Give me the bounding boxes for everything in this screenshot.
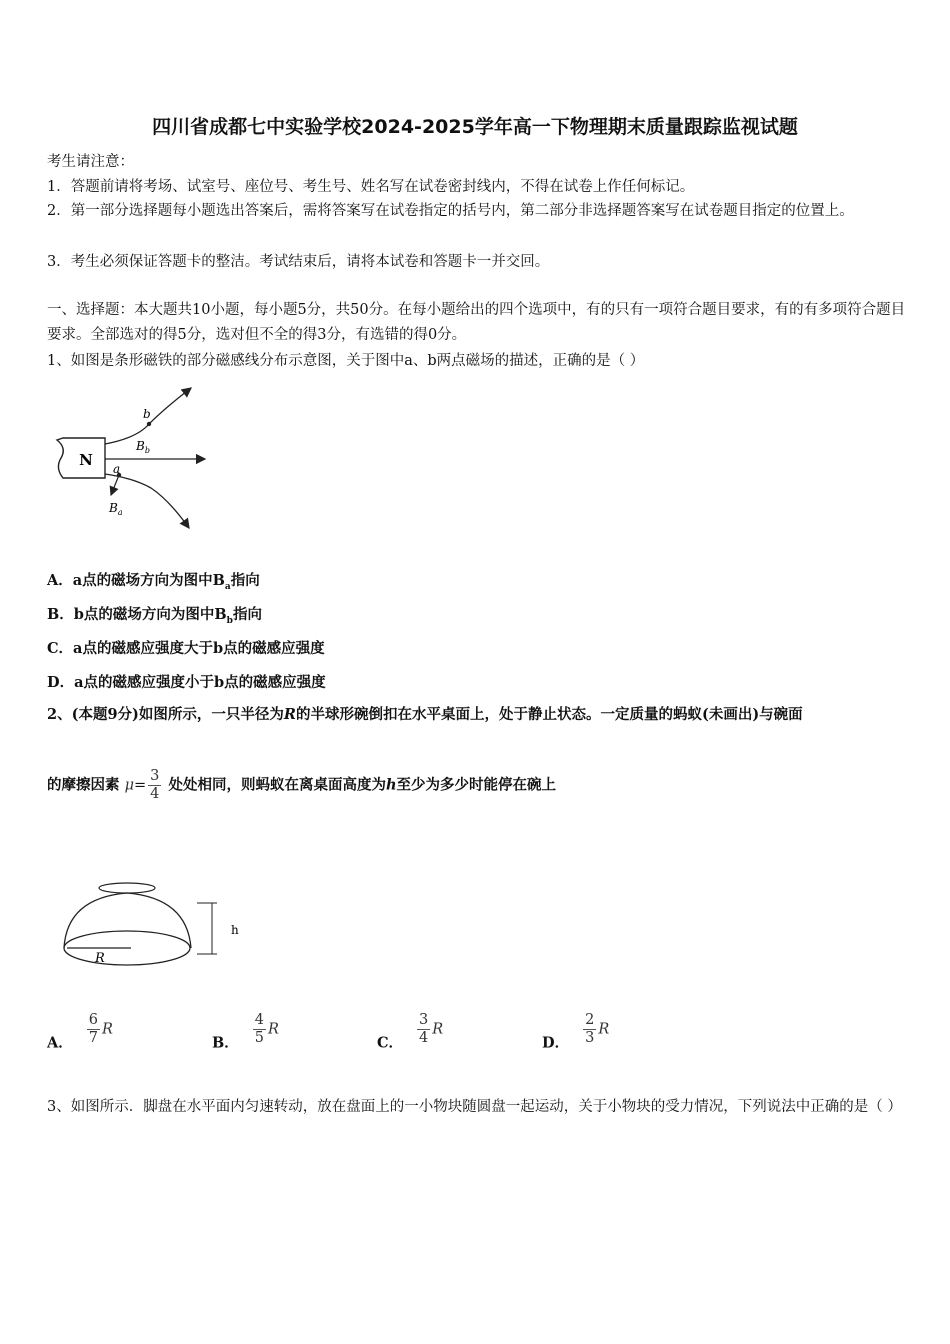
q2-stem-line2: 的摩擦因素 μ= $\frac{3}{4}$ 处处相同，则蚂蚁在离桌面高度为h至少为多少时能停在碗上 xyxy=(47,768,556,802)
q2-bowl-figure xyxy=(55,878,255,978)
q1-magnet-figure xyxy=(45,378,225,538)
vector-a-arrow xyxy=(111,475,119,495)
magnet-label: N xyxy=(79,451,93,469)
section-intro: 一、选择题：本大题共10小题，每小题5分，共50分。在每小题给出的四个选项中，有的只有一项符合题目要求，有的有多项符合题目要求。全部选对的得5分，选对但不全的得3分，有选错的得0分。 xyxy=(47,302,906,343)
height-label: h xyxy=(231,923,239,937)
q1-stem: 1、如图是条形磁铁的部分磁感线分布示意图，关于图中a、b两点磁场的描述，正确的是（ ） xyxy=(47,353,645,369)
mu-symbol: μ xyxy=(124,777,134,794)
q1-option-b[interactable]: B．b点的磁场方向为图中$B_b$指向 xyxy=(47,606,262,626)
notice-item-2: 2．第一部分选择题每小题选出答案后，需将答案写在试卷指定的括号内，第二部分非选择题答案写在试卷题目指定的位置上。 xyxy=(47,203,854,219)
q2-option-d[interactable]: D． $\frac{2}{3}$ R xyxy=(542,1012,610,1052)
q2-option-b[interactable]: B． $\frac{4}{5}$ R xyxy=(212,1012,279,1052)
notice-heading: 考生请注意： xyxy=(47,154,134,170)
q2-option-a[interactable]: A． $\frac{6}{7}$ R xyxy=(47,1012,113,1052)
point-a-label: a xyxy=(113,462,121,476)
vector-b-label: $B_b$ xyxy=(136,439,150,455)
q2-stem-line1: 2、(本题9分)如图所示，一只半径为R的半球形碗倒扣在水平桌面上，处于静止状态。一定质量的蚂蚁(未画出)与碗面 xyxy=(47,706,803,723)
bowl-rim-top xyxy=(99,883,155,893)
q1-option-d[interactable]: D．a点的磁感应强度小于b点的磁感应强度 xyxy=(47,674,326,691)
radius-label: R xyxy=(95,951,105,966)
notice-item-3: 3．考生必须保证答题卡的整洁。考试结束后，请将本试卷和答题卡一并交回。 xyxy=(47,254,550,270)
q2-option-c[interactable]: C． $\frac{3}{4}$ R xyxy=(377,1012,444,1052)
point-b xyxy=(147,422,151,426)
q1-option-c[interactable]: C．a点的磁感应强度大于b点的磁感应强度 xyxy=(47,640,325,657)
q1-option-a[interactable]: A．a点的磁场方向为图中$B_a$指向 xyxy=(47,572,260,592)
notice-item-1: 1．答题前请将考场、试室号、座位号、考生号、姓名写在试卷密封线内，不得在试卷上作任何标记。 xyxy=(47,179,695,195)
page-title: 四川省成都七中实验学校2024-2025学年高一下物理期末质量跟踪监视试题 xyxy=(152,116,798,138)
point-b-label: b xyxy=(143,407,151,421)
bowl-dome xyxy=(64,893,191,948)
mu-fraction: $\frac{3}{4}$ xyxy=(150,768,160,802)
vector-a-label: $B_a$ xyxy=(109,501,123,517)
q3-stem: 3、如图所示．脚盘在水平面内匀速转动，放在盘面上的一小物块随圆盘一起运动，关于小物块的受力情况，下列说法中正确的是（ ） xyxy=(47,1099,902,1115)
